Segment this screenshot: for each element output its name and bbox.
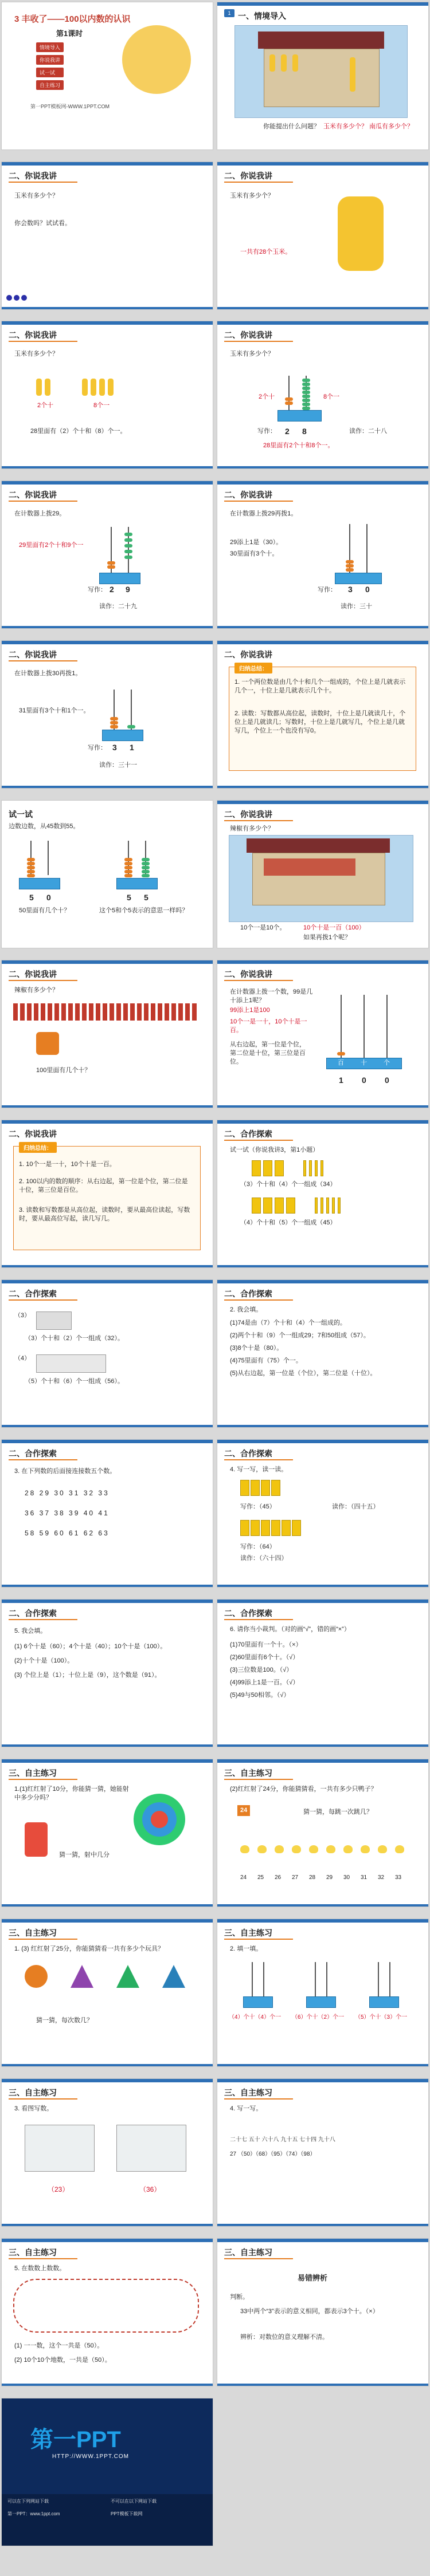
digit: 0 <box>46 893 51 902</box>
line-text: (3)三位数是100。（√） <box>230 1667 293 1673</box>
answer-text: （6）个十（2）个一 <box>292 2014 345 2020</box>
note-text: 猜一猜，每次数几？ <box>36 2017 93 2024</box>
number-row: 36 37 38 39 40 41 <box>25 1509 110 1517</box>
line-text: 29添上1是（30）。 <box>230 539 283 546</box>
toy-icon <box>162 1965 185 1988</box>
head-text: 6. 请你当小裁判。（对的画“√”，错的画“×”） <box>230 1626 350 1633</box>
cover-title: 3 丰收了——100以内数的认识 <box>14 14 131 24</box>
slide-title: 一、情境导入 <box>238 11 286 21</box>
question-text: 这个5和个5表示的意思一样吗？ <box>99 907 189 914</box>
equation-text: （4）个十和（5）个一组成（45） <box>240 1219 337 1226</box>
cover-subtitle: 第1课时 <box>56 29 83 38</box>
slide-12[interactable] <box>217 801 428 948</box>
answer-text: 100里面有几个十？ <box>36 1067 91 1074</box>
slide-title: 二、合作探索 <box>9 1449 57 1458</box>
slide-title: 二、你说我讲 <box>9 650 57 659</box>
place-label: 十 <box>361 1059 367 1066</box>
write-digit: 3 <box>112 743 117 752</box>
line-text: (3)8个十是（80）。 <box>230 1345 283 1352</box>
equation-text: （3）个十和（4）个一组成（34） <box>240 1181 337 1188</box>
caption-text: 如果再拨1个呢？ <box>303 934 351 941</box>
toy-icon <box>116 1965 139 1988</box>
prompt-text: 你会数吗？试试看。 <box>14 220 71 227</box>
answer-text: （23） <box>48 2185 69 2193</box>
line-text: (1) 一一数，这个一共是（50）。 <box>14 2342 104 2349</box>
question-text: 玉米有多少个？ <box>14 192 58 199</box>
digit: 5 <box>127 893 131 902</box>
line-text: 31里面有3个十和1个一。 <box>19 707 90 714</box>
number-label: 31 <box>361 1874 368 1881</box>
line-text: (3) 个位上是（1）；十位上是（9），这个数是（91）。 <box>14 1672 161 1679</box>
line-text: 33中两个“3”表示的意义相同，都表示3个十。（×） <box>240 2308 379 2315</box>
cube-block <box>36 1311 72 1330</box>
ppt-url[interactable]: HTTP://WWW.1PPT.COM <box>52 2453 129 2460</box>
answer-text: 28里面有2个十和8个一。 <box>263 442 334 449</box>
slide-title: 二、合作探索 <box>224 1129 272 1139</box>
answer-text: （4）个十（4）个一 <box>229 2014 282 2020</box>
line-text: (4)75里面有（75）个一。 <box>230 1357 302 1364</box>
intro-text: 在计数器上拨29再拨1。 <box>230 510 298 517</box>
slide-19[interactable] <box>2 1440 213 1587</box>
summary-tag: 归纳总结： <box>234 663 272 673</box>
line-text: 判断。 <box>230 2294 249 2301</box>
toy-icon <box>25 1965 48 1988</box>
red-note: 99添上1是100 <box>230 1007 270 1014</box>
rule-text: 1. 10个一是一十，10个十是一百。 <box>19 1161 116 1168</box>
line-text: (5)从右边起，第一位是（个位），第二位是（十位）。 <box>230 1370 377 1377</box>
item-label: （3） <box>14 1312 31 1319</box>
digit: 0 <box>385 1076 389 1085</box>
answer-text: 28里面有（2）个十和（8）个一。 <box>30 428 127 435</box>
score-tag: 24 <box>237 1805 250 1816</box>
number-label: 26 <box>275 1874 282 1881</box>
slide-title: 三、自主练习 <box>9 2248 57 2257</box>
write-digit: 8 <box>302 427 307 436</box>
rule-text: 2. 读数：写数都从高位起，读数时，十位上是几就读几十，个位上是几就读几；写数时，十位上是几就写几，个位上是几就写几，个位上一个也没有写0。 <box>234 710 406 734</box>
slide-title: 二、你说我讲 <box>9 171 57 180</box>
question-text: 辣椒有多少个？ <box>14 987 58 994</box>
answer-caption: 玉米有多少个？ 南瓜有多少个？ <box>323 123 414 130</box>
footer-info: 可以在下列网站下载 不可以在以下网站下载 第一PPT：www.1ppt.com PPT模板下载网 <box>2 2494 213 2546</box>
picture-box <box>25 2125 95 2172</box>
write-text: 写作：（45） <box>240 1503 276 1510</box>
line-text: (2)两个十和（9）个一组成29；7和50组成（57）。 <box>230 1332 370 1339</box>
number-label: 25 <box>257 1874 264 1881</box>
slide-30[interactable] <box>217 2239 428 2386</box>
number-label: 33 <box>395 1874 402 1881</box>
slide-title: 二、合作探索 <box>224 1289 272 1298</box>
slide-title: 三、自主练习 <box>224 1928 272 1937</box>
slide-21[interactable] <box>2 1600 213 1747</box>
slide-23[interactable] <box>2 1759 213 1907</box>
slide-title: 二、合作探索 <box>9 1289 57 1298</box>
question-text: 玉米有多少个？ <box>230 192 274 199</box>
question-text: 50里面有几个十？ <box>19 907 71 914</box>
slide-25[interactable] <box>2 1919 213 2066</box>
slide-8[interactable] <box>217 481 428 628</box>
number-row: 27 （50）（68）（95）（74）（98） <box>230 2151 316 2157</box>
line-text: (1)74是由（7）个十和（4）个一组成的。 <box>230 1319 346 1326</box>
slide-27[interactable] <box>2 2079 213 2226</box>
note-text: 29里面有2个十和9个一 <box>19 542 84 549</box>
line-text: 辨析：对数位的意义理解不清。 <box>240 2334 329 2341</box>
head-text: 5. 我会填。 <box>14 1628 47 1634</box>
slide-11[interactable] <box>2 801 213 948</box>
slide-13[interactable] <box>2 960 213 1108</box>
write-label: 写作： <box>318 586 337 593</box>
slide-7[interactable] <box>2 481 213 628</box>
slide-title: 二、你说我讲 <box>224 171 272 180</box>
section-head: 易错辨析 <box>298 2274 328 2282</box>
pepper-row <box>13 1003 197 1021</box>
slide-title: 三、自主练习 <box>9 2088 57 2097</box>
write-digit: 1 <box>130 743 134 752</box>
slide-title: 三、自主练习 <box>9 1768 57 1778</box>
basket-icon <box>36 1032 59 1055</box>
place-label: 个 <box>384 1059 390 1066</box>
rule-text: 1. 一个两位数是由几个十和几个一组成的，个位上是几就表示几个一，十位上是几就表示几个十。 <box>234 679 406 694</box>
picture-box <box>116 2125 186 2172</box>
read-label: 读作：三十 <box>341 603 372 610</box>
question-caption: 你能提出什么问题？ <box>263 123 320 130</box>
line-text: (4)99添上1是一百。（√） <box>230 1679 299 1686</box>
slide-title: 二、你说我讲 <box>9 1129 57 1139</box>
slide-6[interactable] <box>217 321 428 468</box>
number-label: 27 <box>292 1874 299 1881</box>
digit: 1 <box>339 1076 343 1085</box>
slide-title: 三、自主练习 <box>224 2088 272 2097</box>
slide-title: 二、你说我讲 <box>9 970 57 979</box>
write-label: 写作： <box>88 586 107 593</box>
line-text: (2) 10个10个地数，一共是（50）。 <box>14 2357 111 2364</box>
rule-text: 3. 读数和写数都是从高位起，读数时，要从最高位读起，写数时，要从最高位写起，读几写几。 <box>19 1207 190 1222</box>
farm-scene <box>234 25 408 118</box>
intro-text: 边数边数，从45数到55。 <box>9 823 80 830</box>
ppt-logo: 第一PPT <box>30 2427 121 2452</box>
slide-9[interactable] <box>2 641 213 788</box>
tens-label: 2个十 <box>259 393 275 400</box>
place-label: 百 <box>338 1059 344 1066</box>
slide-title: 二、你说我讲 <box>224 650 272 659</box>
intro-text: 在计数器上拨30再拨1。 <box>14 670 82 677</box>
rule-text: 2. 100以内的数的顺序：从右边起，第一位是个位，第二位是十位，第三位是百位。 <box>19 1178 188 1194</box>
cover-menu-item[interactable]: 情境导入 <box>36 42 64 52</box>
question-text: (2)红红射了24分，你能猜猜看，一共有多少只鸭子？ <box>230 1786 377 1793</box>
slide-15[interactable] <box>2 1120 213 1267</box>
note-text: 猜一猜，每跳一次跳几？ <box>303 1809 373 1815</box>
question-text: 辣椒有多少个？ <box>230 825 274 832</box>
item-label: （4） <box>14 1355 31 1362</box>
intro-text: 在计数器上拨29。 <box>14 510 66 517</box>
nav-dots <box>6 293 29 304</box>
slide-title: 二、你说我讲 <box>224 970 272 979</box>
head-text: 2. 我会填。 <box>230 1306 263 1313</box>
slide-4[interactable] <box>217 162 428 309</box>
slide-17[interactable] <box>2 1280 213 1427</box>
ones-label: 8个一 <box>323 393 340 400</box>
ones-label: 8个一 <box>93 402 110 409</box>
slide-title: 三、自主练习 <box>224 1768 272 1778</box>
slide-31-footer[interactable] <box>2 2398 213 2546</box>
question-text: 玉米有多少个？ <box>14 350 58 357</box>
slide-title: 二、合作探索 <box>224 1449 272 1458</box>
slide-title: 二、你说我讲 <box>224 490 272 499</box>
question-text: 1. (3) 红红射了25分，你能猜猜看一共有多少个玩具？ <box>14 1945 164 1952</box>
slide-title: 三、自主练习 <box>224 2248 272 2257</box>
farm-scene <box>229 835 413 922</box>
lesson-badge: 1 <box>224 9 234 17</box>
answer-text: （36） <box>139 2185 161 2193</box>
answer-text: 一共有28个玉米。 <box>240 249 292 255</box>
number-label: 24 <box>240 1874 247 1881</box>
write-text: 写作：（64） <box>240 1543 276 1550</box>
number-label: 30 <box>343 1874 350 1881</box>
slide-22[interactable] <box>217 1600 428 1747</box>
slide-1-cover[interactable] <box>2 2 213 149</box>
line-text: (2)十个十是（100）。 <box>14 1657 74 1664</box>
write-digit: 2 <box>285 427 290 436</box>
read-label: 读作：三十一 <box>99 762 137 769</box>
write-digit: 0 <box>365 585 370 594</box>
number-row: 58 59 60 61 62 63 <box>25 1529 110 1537</box>
write-digit: 3 <box>348 585 353 594</box>
number-label: 29 <box>326 1874 333 1881</box>
caption-text: 10个十是一百（100） <box>303 924 365 931</box>
line-text: 从右边起，第一位是个位，第二位是十位，第三位是百位。 <box>230 1041 306 1065</box>
slide-14[interactable] <box>217 960 428 1108</box>
digit: 5 <box>144 893 148 902</box>
toy-icon <box>71 1965 93 1988</box>
slide-title: 二、你说我讲 <box>224 810 272 819</box>
question-text: 1.(1)红红射了10分，你能猜一猜，她能射中多少分吗？ <box>14 1786 129 1801</box>
slide-16[interactable] <box>217 1120 428 1267</box>
digit: 0 <box>362 1076 366 1085</box>
tens-label: 2个十 <box>37 402 54 409</box>
slide-title: 二、你说我讲 <box>9 330 57 340</box>
slide-title: 二、合作探索 <box>9 1609 57 1618</box>
equation-text: （5）个十和（6）个一组成（56）。 <box>25 1378 124 1385</box>
cover-menu-item[interactable]: 试一试 <box>36 68 64 77</box>
write-digit: 2 <box>110 585 114 594</box>
head-text: 4. 写一写，读一读。 <box>230 1466 288 1473</box>
slide-5[interactable] <box>2 321 213 468</box>
read-label: 读作：二十九 <box>99 603 137 610</box>
line-text: (1) 6个十是（60）；4个十是（40）；10个十是（100）。 <box>14 1643 167 1650</box>
caption-text: 10个一是10个。 <box>240 924 286 931</box>
read-label: 读作：二十八 <box>349 428 387 435</box>
write-digit: 9 <box>126 585 130 594</box>
slide-10[interactable] <box>217 641 428 788</box>
cube-block <box>36 1354 106 1373</box>
cover-menu-item[interactable]: 你说我讲 <box>36 55 64 65</box>
corn-bunch <box>338 196 384 271</box>
slide-28[interactable] <box>217 2079 428 2226</box>
slide-title: 二、你说我讲 <box>9 490 57 499</box>
digit: 5 <box>29 893 34 902</box>
head-text: 2. 填一填。 <box>230 1945 263 1952</box>
intro-text: 试一试（你说我讲3，第1小题） <box>230 1147 319 1153</box>
line-text: (2)60里面有6个十。（√） <box>230 1654 299 1661</box>
answer-text: （5）个十（3）个一 <box>355 2014 408 2020</box>
head-text: 4. 写一写。 <box>230 2105 263 2112</box>
line-text: 10个一是一十，10个十是一百。 <box>230 1018 307 1034</box>
number-row: 28 29 30 31 32 33 <box>25 1489 110 1497</box>
slide-title: 二、合作探索 <box>224 1609 272 1618</box>
slide-24[interactable] <box>217 1759 428 1907</box>
corn-illustration <box>122 25 191 94</box>
number-label: 28 <box>309 1874 316 1881</box>
word-row: 二十七 五十 六十八 九十五 七十四 九十八 <box>230 2137 335 2143</box>
line-text: (5)49与50相邻。（√） <box>230 1692 290 1699</box>
cover-menu-item[interactable]: 自主练习 <box>36 80 64 90</box>
slide-29[interactable] <box>2 2239 213 2386</box>
slide-title: 试一试 <box>9 810 33 819</box>
head-text: 5. 在数数上数数。 <box>14 2265 66 2272</box>
slide-26[interactable] <box>217 1919 428 2066</box>
slide-2[interactable] <box>217 2 428 149</box>
head-text: 3. 看图写数。 <box>14 2105 53 2112</box>
grouping-loop <box>13 2279 199 2333</box>
child-figure <box>25 1822 48 1857</box>
slide-title: 三、自主练习 <box>9 1928 57 1937</box>
note-text: 猜一猜，射中几分 <box>59 1852 110 1858</box>
intro-text: 在计数器上拨一个数，99是几十添上1呢？ <box>230 988 313 1004</box>
number-label: 32 <box>378 1874 385 1881</box>
summary-tag: 归纳总结： <box>19 1142 57 1153</box>
read-text: 读作：（四十五） <box>332 1503 380 1510</box>
slide-20[interactable] <box>217 1440 428 1587</box>
head-text: 3. 在下列数的后面接连接数五个数。 <box>14 1468 116 1475</box>
read-text: 读作：（六十四） <box>240 1555 288 1562</box>
line-text: 30里面有3个十。 <box>230 550 279 557</box>
equation-text: （3）个十和（2）个一组成（32）。 <box>25 1335 124 1342</box>
question-text: 玉米有多少个？ <box>230 350 274 357</box>
write-label: 写作： <box>257 428 276 435</box>
slide-18[interactable] <box>217 1280 428 1427</box>
write-label: 写作： <box>88 745 107 751</box>
slide-3[interactable] <box>2 162 213 309</box>
cover-menu <box>36 42 64 93</box>
line-text: (1)70里面有一个十。（×） <box>230 1641 302 1648</box>
cover-site: 第一PPT模板网-WWW.1PPT.COM <box>30 104 110 109</box>
slide-title: 二、你说我讲 <box>224 330 272 340</box>
